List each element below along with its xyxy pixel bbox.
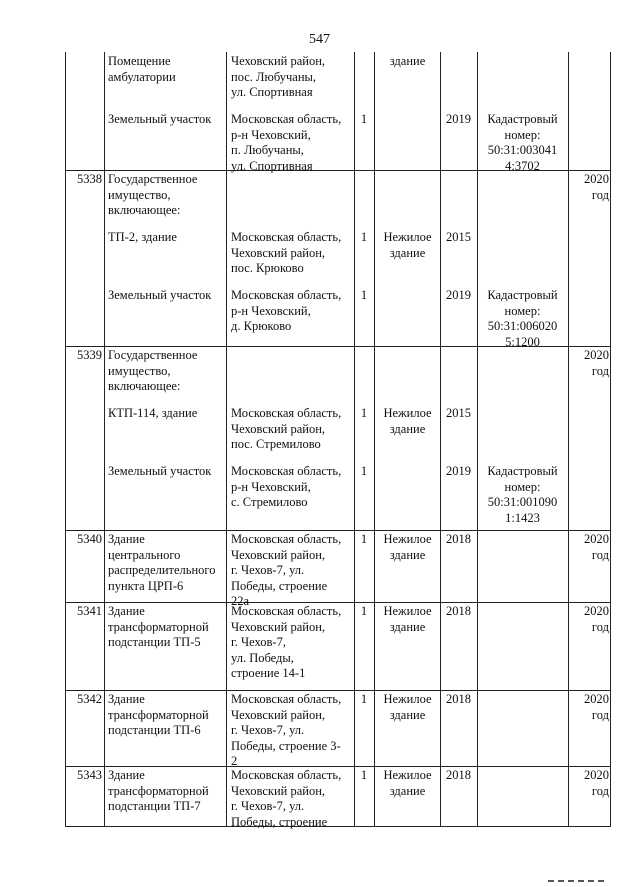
item-cadastre: Кадастровый номер: 50:31:006020 5:1200 [487, 288, 558, 349]
item-kind: Нежилое здание [383, 768, 432, 798]
item-address: Московская область, Чеховский район, пос. Крюково [231, 230, 342, 275]
item-kind: здание [389, 54, 426, 68]
item-year: 2015 [446, 230, 471, 244]
item-name: Здание трансформаторной подстанции ТП-6 [108, 692, 209, 737]
item-quantity: 1 [360, 532, 368, 546]
item-year: 2015 [446, 406, 471, 420]
item-term: 2020 год [584, 532, 609, 562]
item-address: Московская область, Чеховский район, г. Чехов-7, ул. Победы, строение 14-1 [231, 604, 342, 680]
item-year: 2018 [446, 768, 471, 782]
item-address: Московская область, Чеховский район, пос. Стремилово [231, 406, 342, 451]
item-kind: Нежилое здание [383, 230, 432, 260]
item-name: Государственное имущество, включающее: [108, 172, 198, 217]
item-cadastre: Кадастровый номер: 50:31:001090 1:1423 [487, 464, 558, 525]
item-term: 2020 год [584, 348, 609, 378]
item-quantity: 1 [360, 112, 368, 126]
item-kind: Нежилое здание [383, 406, 432, 436]
page-number: 547 [309, 32, 330, 47]
item-year: 2019 [446, 288, 471, 302]
item-name: Помещение амбулатории [108, 54, 176, 84]
item-number: 5342 [77, 692, 102, 706]
item-address: Московская область, Чеховский район, г. Чехов-7, ул. Победы, строение [231, 768, 342, 829]
item-number: 5341 [77, 604, 102, 618]
item-name: Здание трансформаторной подстанции ТП-7 [108, 768, 209, 813]
item-name: КТП-114, здание [108, 406, 198, 420]
item-address: Московская область, Чеховский район, г. Чехов-7, ул. Победы, строение 3- 2 [231, 692, 342, 768]
item-address: Московская область, р-н Чеховский, п. Любучаны, ул. Спортивная [231, 112, 342, 173]
item-term: 2020 год [584, 604, 609, 634]
item-year: 2018 [446, 692, 471, 706]
item-number: 5339 [77, 348, 102, 362]
item-quantity: 1 [360, 692, 368, 706]
item-year: 2019 [446, 112, 471, 126]
item-cadastre: Кадастровый номер: 50:31:003041 4:3702 [487, 112, 558, 173]
table-column-rule [104, 52, 105, 826]
item-term: 2020 год [584, 692, 609, 722]
item-year: 2018 [446, 604, 471, 618]
item-number: 5338 [77, 172, 102, 186]
item-kind: Нежилое здание [383, 532, 432, 562]
item-address: Московская область, р-н Чеховский, с. Стремилово [231, 464, 342, 509]
item-quantity: 1 [360, 406, 368, 420]
scan-artifact [548, 880, 608, 882]
table-column-rule [610, 52, 611, 826]
item-name: Земельный участок [108, 112, 212, 126]
table-column-rule [226, 52, 227, 826]
item-quantity: 1 [360, 768, 368, 782]
item-number: 5343 [77, 768, 102, 782]
item-name: Здание центрального распределительного пункта ЦРП-6 [108, 532, 216, 593]
item-term: 2020 год [584, 768, 609, 798]
item-name: Государственное имущество, включающее: [108, 348, 198, 393]
item-number: 5340 [77, 532, 102, 546]
item-quantity: 1 [360, 288, 368, 302]
table-column-rule [354, 52, 355, 826]
item-address: Чеховский район, пос. Любучаны, ул. Спортивная [231, 54, 326, 99]
item-quantity: 1 [360, 604, 368, 618]
table-row-rule [65, 530, 611, 531]
item-name: ТП-2, здание [108, 230, 177, 244]
item-quantity: 1 [360, 230, 368, 244]
item-name: Здание трансформаторной подстанции ТП-5 [108, 604, 209, 649]
item-address: Московская область, Чеховский район, г. Чехов-7, ул. Победы, строение 22а [231, 532, 342, 608]
table-column-rule [440, 52, 441, 826]
item-name: Земельный участок [108, 464, 212, 478]
item-year: 2019 [446, 464, 471, 478]
table-row-rule [65, 690, 611, 691]
table-column-rule [374, 52, 375, 826]
item-kind: Нежилое здание [383, 692, 432, 722]
item-name: Земельный участок [108, 288, 212, 302]
item-term: 2020 год [584, 172, 609, 202]
table-column-rule [65, 52, 66, 826]
item-address: Московская область, р-н Чеховский, д. Крюково [231, 288, 342, 333]
item-kind: Нежилое здание [383, 604, 432, 634]
item-quantity: 1 [360, 464, 368, 478]
item-year: 2018 [446, 532, 471, 546]
